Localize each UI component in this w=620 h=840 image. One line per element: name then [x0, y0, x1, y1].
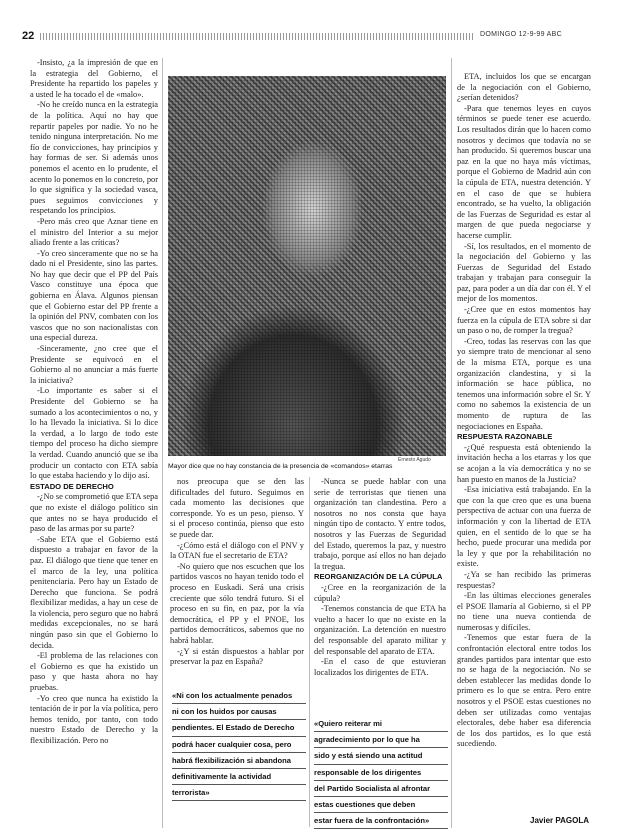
pull-quote-2 [314, 716, 448, 829]
paragraph: -¿Cree que en estos momentos hay fuerza en la cúpula de ETA sobre si dar un paso o no, de romper la tregua? [457, 305, 591, 336]
paragraph: -Yo creo sinceramente que no se ha dado ni el Presidente, sino las partes. No hay que decir que el PP del País Vasco constituye una época que gobierna en Álava. Algunos piensan que el Gobierno estar del PP frente a la opinión del PNV, combaten con los vascos que no son nacionalistas con una especial dureza. [30, 248, 158, 343]
column-divider [309, 477, 310, 827]
paragraph: -Para que tenemos leyes en cuyos términos se puede tener ese acuerdo. Los resultados dirán que lo hacen como nosotros y decimos que todavía no se han producido. Si queremos buscar una paz en la que no haya más víctimas, porque el Gobierno de Madrid aún con la cúpula de ETA, nuestra detención. Y en el caso de que se hubiera encontrado, se ha vuelto, la obligación de las Fuerzas de Seguridad es estar al margen de que pueda negociarse y hacerse cumplir. [457, 103, 591, 240]
paragraph: -En el caso de que estuvieran localizados los dirigentes de ETA. [314, 657, 446, 677]
column-1 [30, 58, 158, 828]
column-divider [451, 58, 452, 828]
column-divider [162, 58, 163, 828]
pull-quote-line: podrá hacer cualquier cosa, pero [172, 737, 306, 753]
paragraph: -Pero más creo que Aznar tiene en el ministro del Interior a su mejor aliado frente a las críticas? [30, 216, 158, 248]
paragraph: -Lo importante es saber si el Presidente del Gobierno se ha sumado a los acontecimientos o no, y lo ha llevado la iniciativa. Si lo dice la verdad, a lo largo de todo este tiempo del proceso ha dicho siempre la verdad. Cuando anunció que se iba producir un contacto con ETA sabía lo que estaba haciendo y lo dijo así. [30, 386, 158, 481]
pull-quote-1 [172, 688, 306, 801]
pull-quote-line: «Ni con los actualmente penados [172, 688, 306, 704]
section-heading: REORGANIZACIÓN DE LA CÚPULA [314, 572, 443, 582]
pull-quote-line: terrorista» [172, 785, 306, 801]
column-3 [314, 477, 446, 702]
pull-quote-line: sido y está siendo una actitud [314, 748, 448, 764]
paragraph: -¿No se comprometió que ETA sepa que no existe el diálogo político sin que antes no se haya producido el paso de las armas por su parte? [30, 492, 158, 534]
paragraph: -El problema de las relaciones con el Gobierno es que ha existido un paso y que hasta ahora no hay pruebas. [30, 651, 158, 693]
pull-quote-line: definitivamente la actividad [172, 769, 306, 785]
section-heading: RESPUESTA RAZONABLE [457, 432, 553, 442]
halftone-texture [168, 76, 446, 456]
paragraph: -Creo, todas las reservas con las que yo siempre trato de mencionar al seno de la misma ETA, porque es una organización clandestina, y si la información se hace pública, no tenemos una información sobre el Sr. Y como no sabemos la existencia de un momento de ruptura de las negociaciones en España. [457, 336, 591, 431]
pull-quote-line: del Partido Socialista al afrontar [314, 781, 448, 797]
pull-quote-line: estar fuera de la confrontación» [314, 813, 448, 829]
author-signature: Javier PAGOLA [530, 816, 589, 825]
section-heading: ESTADO DE DERECHO [30, 481, 114, 491]
paragraph: -No quiero que nos escuchen que los partidos vascos no hayan tenido todo el proceso en Euskadi. Será una crisis creciente que sólo tendrá futuro. Si el proceso en su fin, en paz, por la vía democrática, el PP y el PNOE, los partidos democráticos, sabemos que no habrá hablar. [170, 561, 304, 645]
pull-quote-line: responsable de los dirigentes [314, 765, 448, 781]
portrait-photo [168, 76, 446, 456]
header-date: DOMINGO 12-9-99 ABC [480, 31, 562, 38]
pull-quote-line: pendientes. El Estado de Derecho [172, 720, 306, 736]
paragraph: -Tenemos constancia de que ETA ha vuelto a hacer lo que no existe en la organización. La detención en nuestro del responsable del aparato militar y del responsable del aparato de ETA. [314, 604, 446, 656]
paragraph: -Esa iniciativa está trabajando. En la que con la que creo que es una buena perspectiva de actuar con una fuerza de información y con la libertad de ETA quien, en el sentido de lo que se ha hecho, puede procurar una medida por la ley y que por la rehabilitación no existe. [457, 485, 591, 569]
paragraph: -Insisto, ¿a la impresión de que en la estrategia del Gobierno, el Presidente ha repartido los papeles y a usted le ha tocado el de «malo». [30, 58, 158, 99]
paragraph: -En las últimas elecciones generales el PSOE llamaría al Gobierno, si el PP no tiene una nueva contienda de numerosas y difíciles. [457, 591, 591, 632]
paragraph: -Yo creo que nunca ha existido la tentación de ir por la vía política, pero hemos tenido, por tanto, con todo nuestro Estado de Derecho y la flexibilización. Pero no [30, 693, 158, 745]
column-2 [170, 477, 304, 687]
header-rule [40, 33, 474, 40]
pull-quote-line: ni con los huidos por causas [172, 704, 306, 720]
pull-quote-line: agradecimiento por lo que ha [314, 732, 448, 748]
paragraph: nos preocupa que se den las dificultades del futuro. Seguimos en cada momento las decisiones que corresponde. Yo es un peso, pienso. Y si el proceso continúa, pienso que esto se puede dar. [170, 477, 304, 539]
page-number: 22 [22, 30, 35, 42]
paragraph: -Sí, los resultados, en el momento de la negociación del Gobierno y las Fuerzas de Seguridad del Estado trabajan y trabajan para conseguir la paz, para poder a un día dar con él. Y el mejor de los momentos. [457, 241, 591, 304]
pull-quote-line: habrá flexibilización si abandona [172, 753, 306, 769]
paragraph: -¿Y si están dispuestos a hablar por preservar la paz en España? [170, 646, 304, 667]
paragraph: -Sinceramente, ¿no cree que el Presidente se equivocó en el Gobierno al no anunciar a más fuerte la iniciativa? [30, 344, 158, 385]
paragraph: ETA, incluidos los que se encargan de la negociación con el Gobierno, ¿serían detenidos? [457, 72, 591, 103]
paragraph: -¿Cómo está el diálogo con el PNV y la OTAN fue el secretario de ETA? [170, 540, 304, 561]
paragraph: -¿Ya se han recibido las primeras respuestas? [457, 569, 591, 590]
pull-quote-line: estas cuestiones que deben [314, 797, 448, 813]
photo-caption: Mayor dice que no hay constancia de la presencia de «comandos» etarras [168, 463, 393, 470]
column-4 [457, 72, 591, 812]
paragraph: -¿Qué respuesta está obteniendo la invitación hecha a los etarras y los que se acojan a la vía democrática y no se han puesto en manos de la Justicia? [457, 442, 591, 484]
paragraph: -¿Cree en la reorganización de la cúpula? [314, 582, 446, 603]
paragraph: -Tenemos que estar fuera de la confrontación electoral entre todos los grandes partidos para intentar que esto no se haga de la negociación. No se deben establecer las medidas donde lo primero es lo que se entra. Pero entre nosotros y el PSOE estas cuestiones no deben ser utilizadas como ventajas electorales, debe haber esa diferencia de los dos partidos, es lo que está sucediendo. [457, 633, 591, 749]
page-header [0, 0, 620, 48]
paragraph: -No he creído nunca en la estrategia de la política. Aquí no hay que repartir papeles por nadie. Yo no he tenido ninguna interpretación. No me fío de convicciones, hay principios y hay formas de ser. Si además unos ponemos el acento en lo prudente, el acento lo ponemos en lo concreto, por lo que significa y la sociedad vasca, pues seguimos convicciones y respetando los principios. [30, 100, 158, 216]
paragraph: -Nunca se puede hablar con una serie de terroristas que tienen una organización tan clandestina. Pero a nosotros no nos consta que haya ningún tipo de contacto. Y entre todos, nosotros y las Fuerzas de Seguridad del Estado, queremos la paz, y nuestro trabajo, porque así ellos no han dejado la tregua. [314, 477, 446, 571]
paragraph: -Sabe ETA que el Gobierno está dispuesto a trabajar en favor de la paz. El diálogo que tiene que tener en el marco de la ley, una política penitenciaria. Pero hay un Estado de Derecho que funciona. Se podrá flexibilizar medidas, a hay un cese de la violencia, pero seguro que no habrá medidas excepcionales, no se hará ningún paso sin que el Gobierno lo decida. [30, 534, 158, 650]
photo-credit: Ernesto Agudo [398, 457, 431, 463]
pull-quote-line: «Quiero reiterar mi [314, 716, 448, 732]
